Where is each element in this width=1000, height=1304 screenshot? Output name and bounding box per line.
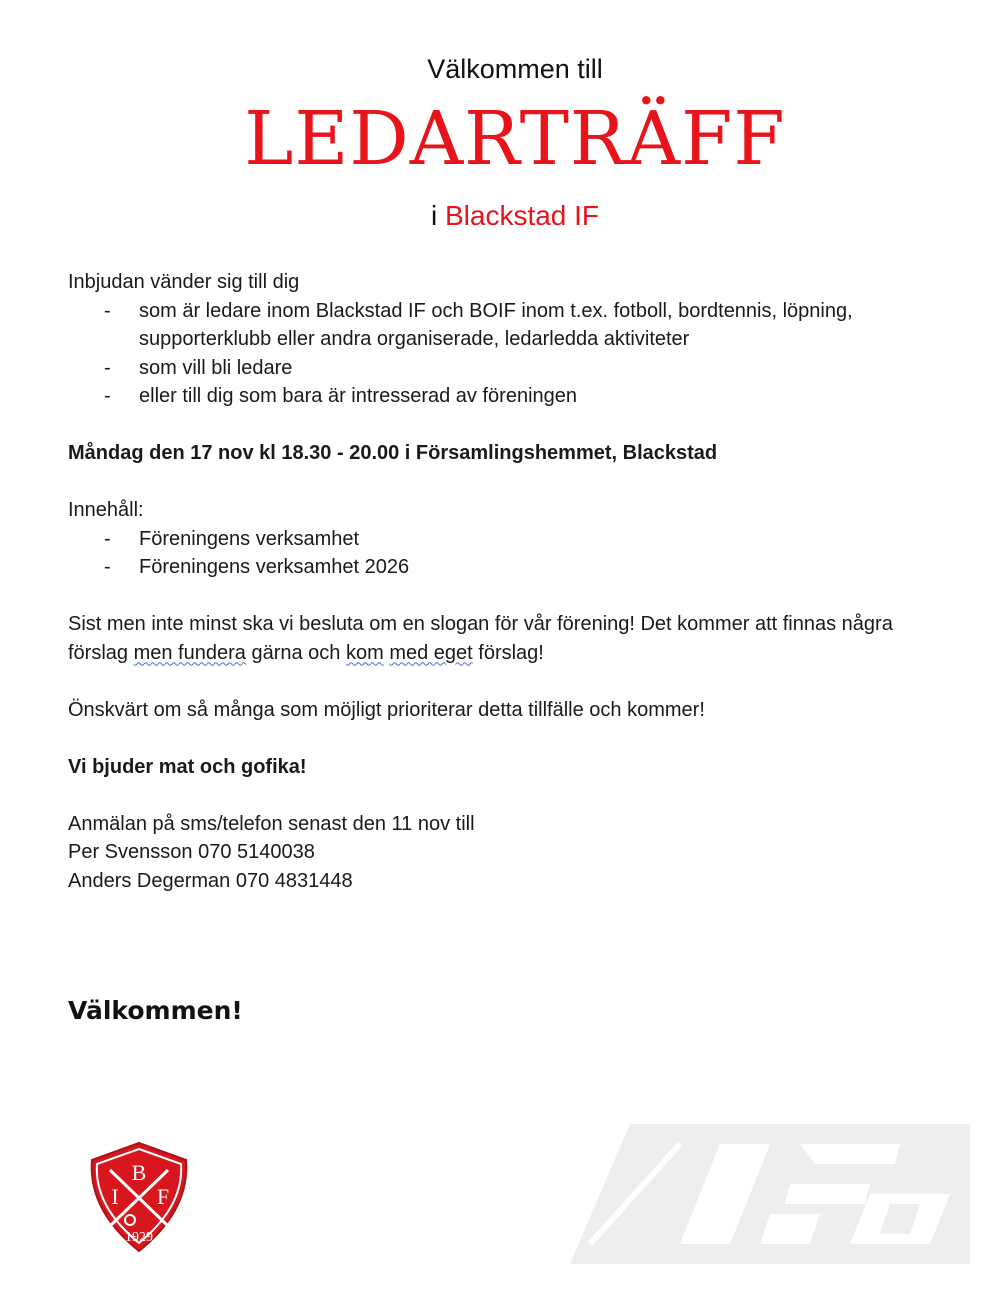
crest-letter-f: F [156,1184,170,1209]
list-item: - eller till dig som bara är intresserad av föreningen [68,382,948,411]
list-item: - Föreningens verksamhet 2026 [68,553,948,582]
heading-club-line [0,200,1000,232]
content-lead: Innehåll: [68,499,144,521]
list-item: - som vill bli ledare [68,354,948,383]
list-item: - som är ledare inom Blackstad IF och BOIF inom t.ex. fotboll, bordtennis, löpning, supporterklubb eller andra organiserade, ledarledda aktiviteter [68,297,948,354]
closing-greeting: Välkommen! [68,996,243,1025]
signup-lead: Anmälan på sms/telefon senast den 11 nov till [68,812,475,835]
spellcheck-underline: kom [345,641,384,664]
club-crest-logo [86,1140,192,1254]
list-item: - Föreningens verksamhet [68,525,948,554]
heading-prefix: i [430,200,445,231]
event-details: Måndag den 17 nov kl 18.30 - 20.00 i Församlingshemmet, Blackstad [68,442,718,464]
contact-2: Anders Degerman 070 4831448 [68,869,353,892]
spellcheck-underline: men fundera [133,641,246,664]
body-text [68,268,948,895]
slogan-paragraph [68,610,948,667]
club-watermark-logo [570,1124,970,1264]
content-list [68,525,948,582]
crest-letter-b: B [131,1160,147,1185]
slogan-text: förslag! [472,641,544,664]
crest-letter-i: I [111,1184,119,1209]
slogan-text: gärna och [245,641,346,664]
crest-year: 1929 [125,1230,153,1245]
food-text: Vi bjuder mat och gofika! [68,755,307,778]
contact-1: Per Svensson 070 5140038 [68,841,315,863]
club-name: Blackstad IF [444,200,600,231]
slogan-text: Sist men inte minst ska vi besluta om en slogan för vår förening! Det kommer att finnas några förslag [68,613,893,664]
heading-intro: Välkommen till [427,54,603,84]
invitation-list [68,297,948,411]
invitation-lead: Inbjudan vänder sig till dig [68,271,300,293]
page-title: LEDARTRÄFF [244,96,786,182]
priority-text: Önskvärt om så många som möjligt prioriterar detta tillfälle och kommer! [68,698,705,721]
spellcheck-underline: med eget [389,641,473,664]
